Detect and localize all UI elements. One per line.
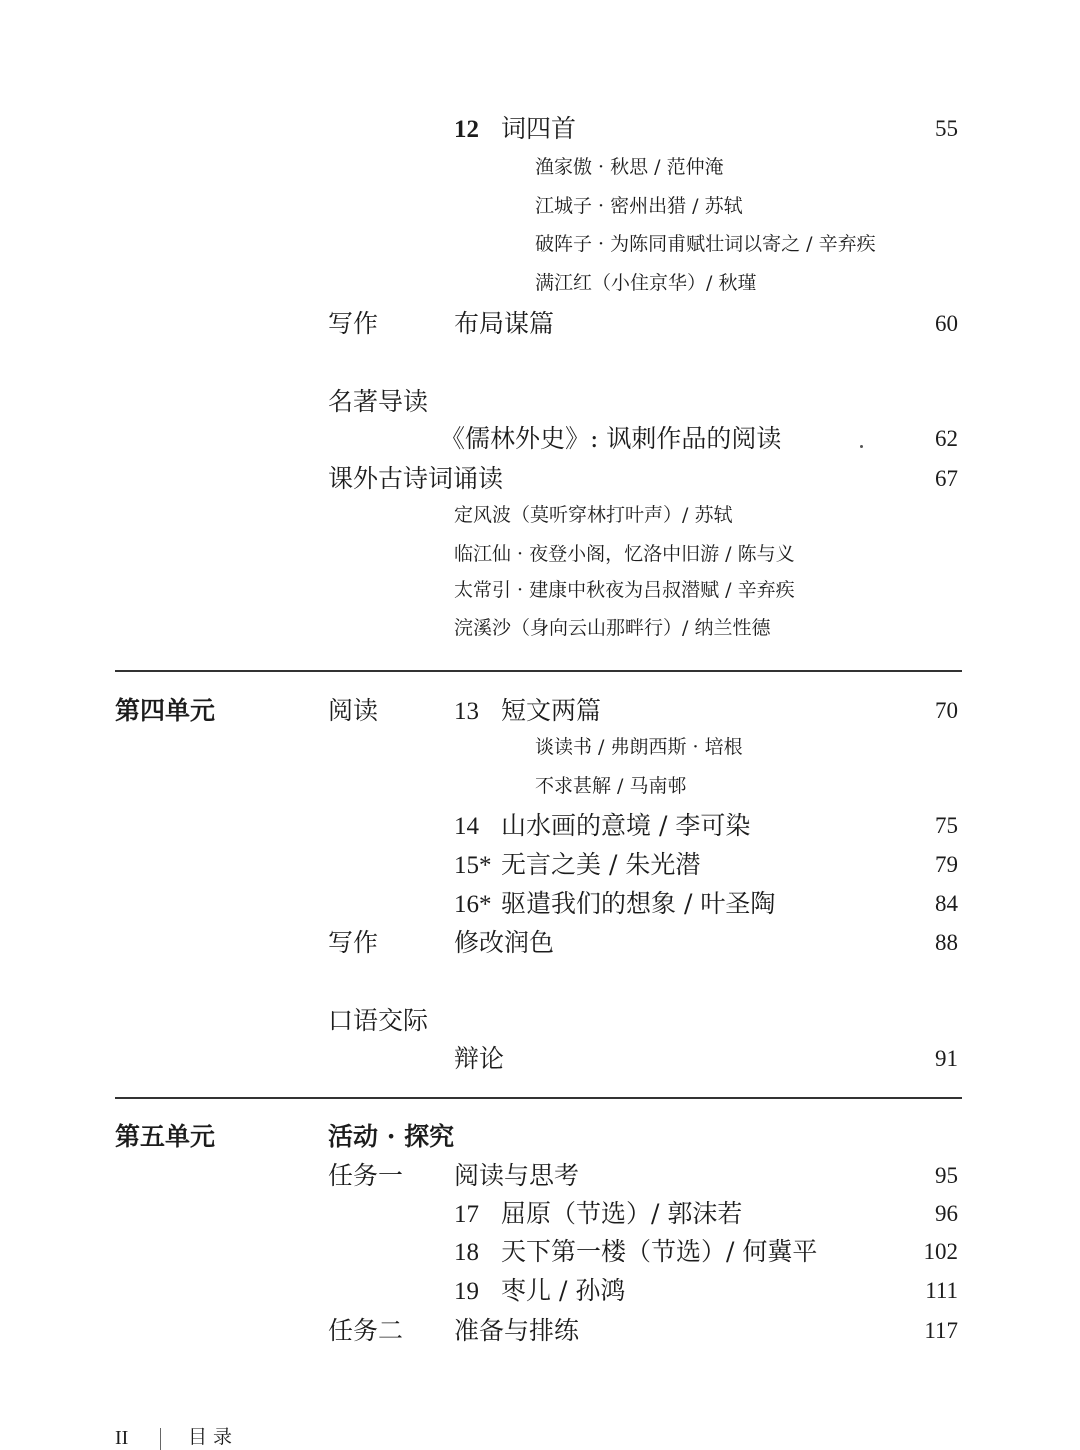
section-divider xyxy=(115,1097,962,1099)
extra-poem-item[interactable]: 浣溪沙（身向云山那畔行）/ 纳兰性德 xyxy=(454,617,771,639)
footer-label: 目 录 xyxy=(188,1426,233,1448)
writing-page: 60 xyxy=(935,311,958,336)
lesson-15-page: 79 xyxy=(935,852,958,877)
lesson-18-page: 102 xyxy=(923,1239,958,1264)
lesson-16-title[interactable]: 驱遣我们的想象 / 叶圣陶 xyxy=(501,889,776,918)
lesson-15-number: 15* xyxy=(454,852,492,879)
lesson-14-number: 14 xyxy=(454,813,479,840)
lesson-15-title[interactable]: 无言之美 / 朱光潜 xyxy=(501,850,701,879)
unit-4-writing-title[interactable]: 修改润色 xyxy=(454,928,555,957)
activity-heading: 活动 · 探究 xyxy=(328,1122,455,1151)
extra-poems-label[interactable]: 课外古诗词诵读 xyxy=(328,464,504,493)
task-2-label: 任务二 xyxy=(328,1316,404,1345)
lesson-16-page: 84 xyxy=(935,891,958,916)
sub-article[interactable]: 不求甚解 / 马南邨 xyxy=(535,775,687,797)
lesson-12-title[interactable]: 词四首 xyxy=(501,114,577,143)
classics-title[interactable]: 《儒林外史》: 讽刺作品的阅读 xyxy=(440,424,782,453)
section-divider xyxy=(115,670,962,672)
unit-5-heading: 第五单元 xyxy=(115,1122,216,1151)
oral-title[interactable]: 辩论 xyxy=(454,1044,505,1073)
classics-page: 62 xyxy=(935,426,958,451)
lesson-13-title[interactable]: 短文两篇 xyxy=(501,696,602,725)
lesson-14-page: 75 xyxy=(935,813,958,838)
extra-poem-item[interactable]: 临江仙 · 夜登小阁，忆洛中旧游 / 陈与义 xyxy=(454,543,795,565)
lesson-17-number: 17 xyxy=(454,1201,479,1228)
poem-item[interactable]: 渔家傲 · 秋思 / 范仲淹 xyxy=(535,156,724,178)
lesson-12-page: 55 xyxy=(935,116,958,141)
reading-label: 阅读 xyxy=(328,696,379,725)
lesson-17-page: 96 xyxy=(935,1201,958,1226)
lesson-17-title[interactable]: 屈原（节选）/ 郭沫若 xyxy=(501,1199,743,1228)
lesson-13-page: 70 xyxy=(935,698,958,723)
lesson-14-title[interactable]: 山水画的意境 / 李可染 xyxy=(501,811,751,840)
extra-poem-item[interactable]: 定风波（莫听穿林打叶声）/ 苏轼 xyxy=(454,504,733,526)
classics-label: 名著导读 xyxy=(328,387,429,416)
unit-4-writing-page: 88 xyxy=(935,930,958,955)
oral-label: 口语交际 xyxy=(328,1006,429,1035)
poem-item[interactable]: 满江红（小住京华）/ 秋瑾 xyxy=(535,272,757,294)
lesson-19-number: 19 xyxy=(454,1278,479,1305)
lesson-13-number: 13 xyxy=(454,698,479,725)
poem-item[interactable]: 江城子 · 密州出猎 / 苏轼 xyxy=(535,195,743,217)
unit-4-writing-label: 写作 xyxy=(328,928,379,957)
lesson-19-page: 111 xyxy=(925,1278,958,1303)
task-2-title[interactable]: 准备与排练 xyxy=(454,1316,580,1345)
lesson-18-title[interactable]: 天下第一楼（节选）/ 何冀平 xyxy=(501,1237,818,1266)
sub-article[interactable]: 谈读书 / 弗朗西斯 · 培根 xyxy=(535,736,743,758)
writing-title[interactable]: 布局谋篇 xyxy=(454,309,555,338)
task-1-title[interactable]: 阅读与思考 xyxy=(454,1161,580,1190)
extra-poems-page: 67 xyxy=(935,466,958,491)
footer-page-number: II xyxy=(115,1427,129,1449)
writing-label: 写作 xyxy=(328,309,379,338)
oral-page: 91 xyxy=(935,1046,958,1071)
unit-4-heading: 第四单元 xyxy=(115,696,216,725)
lesson-19-title[interactable]: 枣儿 / 孙鸿 xyxy=(501,1276,626,1305)
footer-separator xyxy=(160,1428,161,1450)
speck-mark xyxy=(860,445,863,448)
task-1-label: 任务一 xyxy=(328,1161,404,1190)
lesson-16-number: 16* xyxy=(454,891,492,918)
task-2-page: 117 xyxy=(924,1318,958,1343)
lesson-12-number: 12 xyxy=(454,116,479,143)
task-1-page: 95 xyxy=(935,1163,958,1188)
lesson-18-number: 18 xyxy=(454,1239,479,1266)
poem-item[interactable]: 破阵子 · 为陈同甫赋壮词以寄之 / 辛弃疾 xyxy=(535,233,876,255)
extra-poem-item[interactable]: 太常引 · 建康中秋夜为吕叔潜赋 / 辛弃疾 xyxy=(454,579,795,601)
